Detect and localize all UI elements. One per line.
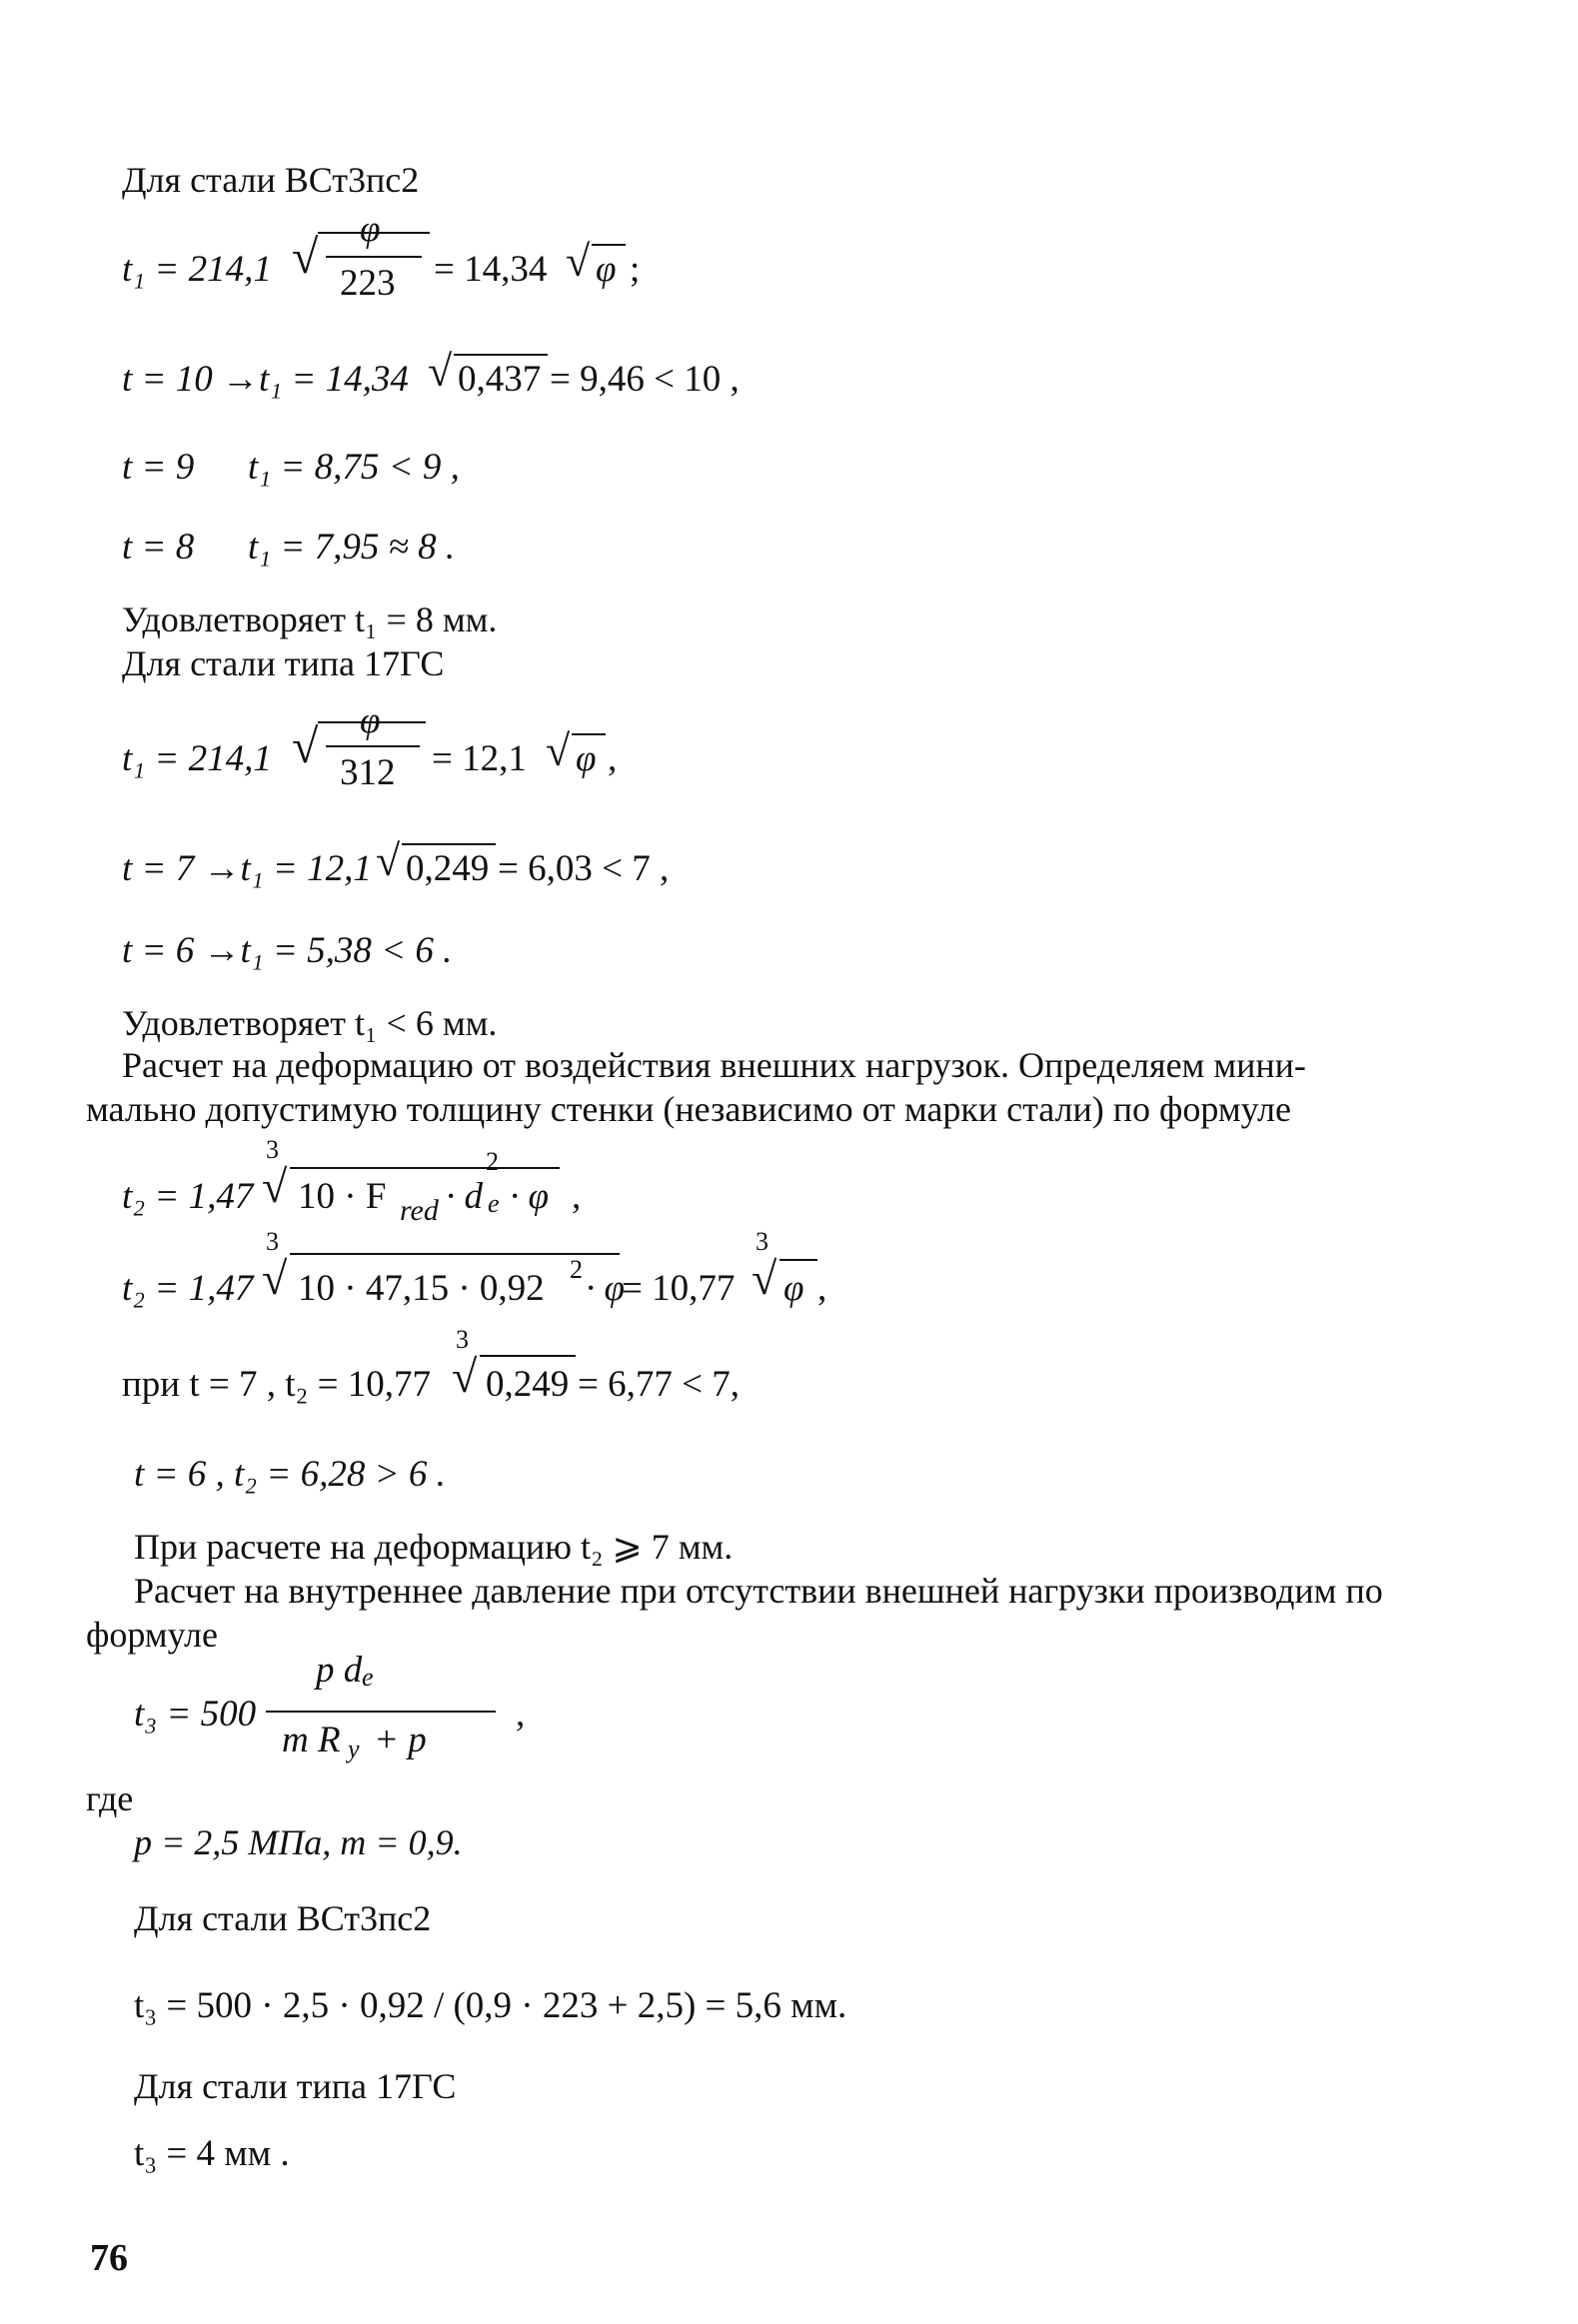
- result-t1-6mm: Удовлетворяет t₁ < 6 мм.: [122, 1003, 498, 1043]
- root-index: 3: [756, 1227, 769, 1256]
- formula-t9-rhs: t₁ = 8,75 < 9 ,: [248, 447, 460, 488]
- fraction-numerator: p d: [316, 1650, 363, 1691]
- radicand: 0,437: [458, 359, 542, 400]
- paragraph-deformation-line2: мально допустимую толщину стенки (независимо от марки стали) по формуле: [86, 1089, 1291, 1129]
- formula-end: ;: [630, 249, 641, 290]
- subscript-e: e: [488, 1189, 500, 1218]
- fraction-bar: [326, 256, 422, 258]
- root-bar: [780, 1259, 817, 1261]
- formula-end: ,: [516, 1694, 526, 1735]
- formula-lhs: t₃ = 500: [134, 1694, 257, 1735]
- sqrt-icon: √: [546, 726, 571, 775]
- fraction-numerator: φ: [360, 700, 381, 741]
- formula-end: ,: [608, 738, 618, 779]
- formula-t8-rhs: t₁ = 7,95 ≈ 8 .: [248, 527, 456, 568]
- radicand: 0,249: [406, 848, 490, 889]
- fraction-denominator-rest: + p: [374, 1720, 427, 1760]
- fraction-bar: [326, 745, 420, 747]
- subscript-e: e: [362, 1663, 374, 1692]
- radicand: φ: [576, 738, 597, 779]
- formula-rhs: = 6,03 < 7 ,: [498, 848, 670, 889]
- radicand: φ: [596, 249, 617, 290]
- formula-rhs: = 14,34: [434, 249, 548, 290]
- sqrt-bar: [572, 733, 606, 735]
- formula-lhs: t₁ = 214,1: [122, 249, 272, 290]
- where-label: где: [86, 1778, 134, 1818]
- cuberoot-icon: √: [262, 1161, 288, 1212]
- cuberoot-icon: √: [262, 1253, 288, 1304]
- subscript-red: red: [400, 1194, 439, 1227]
- formula-lhs: t₁ = 214,1: [122, 738, 272, 779]
- heading-steel-17gs: Для стали типа 17ГС: [122, 643, 445, 683]
- fraction-bar: [266, 1711, 496, 1713]
- formula-lhs: t₂ = 1,47: [122, 1268, 254, 1309]
- radicand-part1: 10 · F: [298, 1176, 387, 1217]
- page-number: 76: [90, 2237, 128, 2279]
- formula-lhs: при t = 7 , t₂ = 10,77: [122, 1364, 432, 1405]
- paragraph-deformation-line1: Расчет на деформацию от воздействия внешних нагрузок. Определяем мини-: [122, 1045, 1306, 1085]
- radicand-part3: · φ: [510, 1176, 549, 1217]
- formula-end: ,: [572, 1176, 582, 1217]
- paragraph-pressure-line2: формуле: [86, 1615, 218, 1655]
- formula-lhs: t = 7 →t₁ = 12,1: [122, 848, 372, 889]
- formula-t9-lhs: t = 9: [122, 447, 195, 488]
- formula-t3-17gs: t₃ = 4 мм .: [134, 2133, 290, 2174]
- formula-end: ,: [817, 1268, 827, 1309]
- sqrt-bar: [592, 244, 626, 246]
- result-t2-7mm: При расчете на деформацию t₂ ⩾ 7 мм.: [134, 1527, 734, 1567]
- root-bar: [290, 1167, 560, 1169]
- subscript-y: y: [348, 1735, 360, 1763]
- paragraph-pressure-line1: Расчет на внутреннее давление при отсутствии внешней нагрузки производим по: [134, 1571, 1383, 1611]
- radicand-part2: · φ: [586, 1268, 625, 1309]
- sqrt-icon: √: [566, 237, 591, 286]
- cuberoot-icon: √: [752, 1253, 778, 1304]
- heading-steel-17gs-2: Для стали типа 17ГС: [134, 2066, 457, 2106]
- root-index: 3: [456, 1325, 469, 1354]
- root-index: 3: [266, 1135, 279, 1164]
- heading-steel-vst3ps2: Для стали ВСт3пс2: [122, 160, 420, 200]
- formula-t2-at-6: t = 6 , t₂ = 6,28 > 6 .: [134, 1454, 446, 1495]
- formula-rhs: = 9,46 < 10 ,: [550, 359, 740, 400]
- radicand: 0,249: [486, 1364, 570, 1405]
- params-p-m: p = 2,5 МПа, m = 0,9.: [134, 1822, 463, 1862]
- fraction-denominator: 223: [340, 263, 396, 304]
- fraction-denominator: 312: [340, 752, 396, 793]
- sqrt-icon: √: [376, 836, 401, 885]
- radicand-part2: · d: [446, 1176, 483, 1217]
- formula-lhs: t₂ = 1,47: [122, 1176, 254, 1217]
- result-t1-8mm: Удовлетворяет t₁ = 8 мм.: [122, 599, 498, 639]
- superscript-2: 2: [486, 1147, 499, 1176]
- formula-t6: t = 6 →t₁ = 5,38 < 6 .: [122, 930, 453, 971]
- sqrt-icon: √: [292, 231, 319, 284]
- root-bar: [480, 1355, 576, 1357]
- sqrt-bar: [402, 843, 496, 845]
- root-index: 3: [266, 1227, 279, 1256]
- sqrt-bar: [454, 354, 548, 356]
- superscript-2: 2: [570, 1255, 583, 1284]
- fraction-denominator: m R: [282, 1720, 341, 1760]
- formula-rhs: = 6,77 < 7,: [578, 1364, 740, 1405]
- formula-rhs: = 10,77: [622, 1268, 736, 1309]
- sqrt-icon: √: [428, 347, 453, 396]
- fraction-numerator: φ: [360, 209, 381, 250]
- heading-steel-vst3ps2-2: Для стали ВСт3пс2: [134, 1898, 432, 1938]
- cuberoot-icon: √: [452, 1351, 478, 1402]
- sqrt-icon: √: [292, 720, 319, 773]
- radicand: φ: [784, 1268, 804, 1309]
- formula-t8-lhs: t = 8: [122, 527, 195, 568]
- formula-rhs: = 12,1: [432, 738, 527, 779]
- formula-lhs: t = 10 →t₁ = 14,34: [122, 359, 409, 400]
- formula-t3-vst: t₃ = 500 · 2,5 · 0,92 / (0,9 · 223 + 2,5) = 5,6 мм.: [134, 1985, 847, 2026]
- radicand-part1: 10 · 47,15 · 0,92: [298, 1268, 545, 1309]
